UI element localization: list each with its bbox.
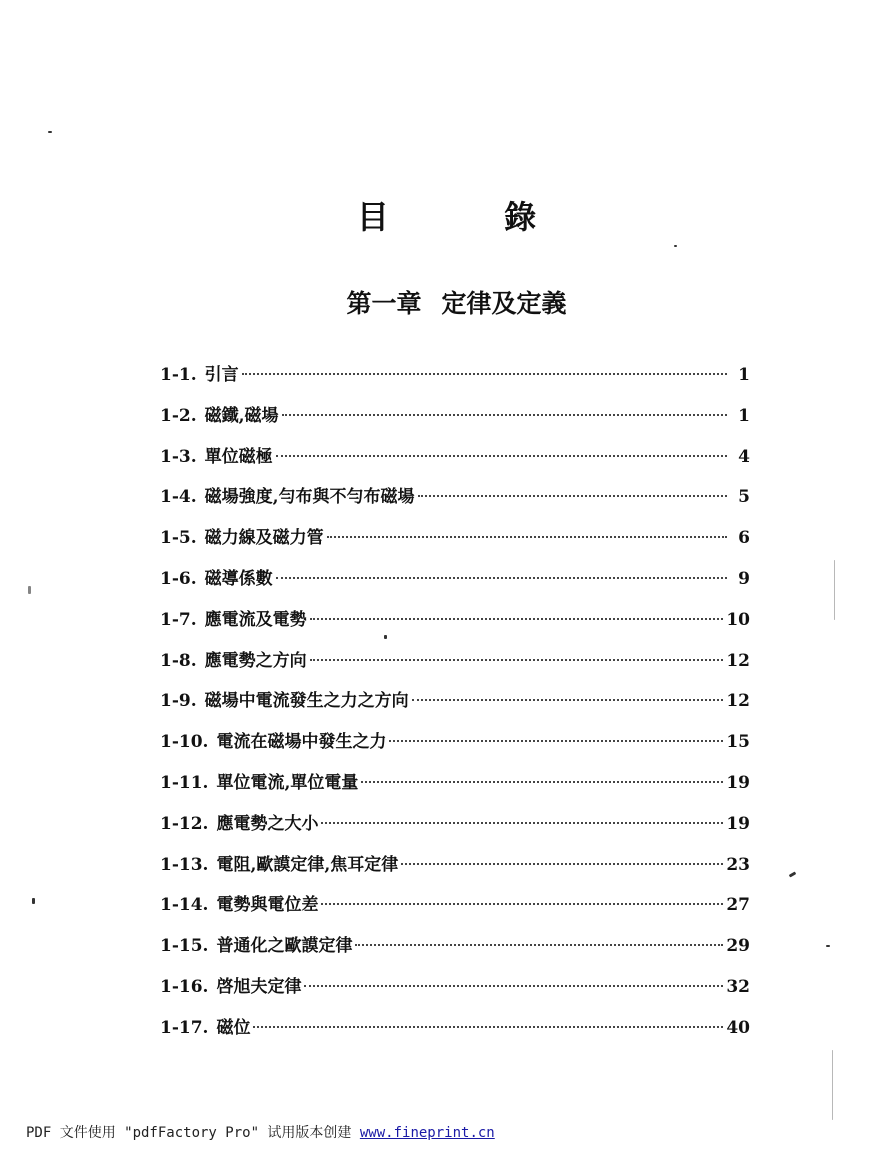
chapter-number: 第一章 [346,289,422,318]
toc-entry-page: 1 [738,405,750,426]
toc-entry-label: 應電勢之方向 [204,650,307,671]
toc-dot-leader [253,1026,723,1028]
scan-speck [834,560,835,620]
scan-speck [384,635,387,639]
toc-entry-page: 40 [726,1017,750,1038]
toc-entry [160,559,750,600]
toc-entry-number: 1-12. [160,813,209,834]
scan-speck [32,898,35,904]
toc-entry-page: 4 [738,446,750,467]
toc-entry-page: 1 [738,365,750,385]
toc-entry [160,885,750,926]
toc-entry-number: 1-16. [160,976,209,997]
scan-speck [826,945,830,947]
toc-entry [160,722,750,763]
scan-speck [48,131,52,133]
toc-entry-page: 12 [726,650,750,671]
toc-entry-label: 單位電流,單位電量 [216,772,359,793]
chapter-heading [0,284,893,324]
toc-entry-page: 5 [738,487,750,508]
toc-entry-number: 1-7. [160,609,197,630]
toc-dot-leader [389,740,723,742]
toc-dot-leader [361,781,723,783]
toc-dot-leader [282,414,727,416]
toc-entry-number: 1-1. [160,365,197,385]
toc-entry-number: 1-6. [160,568,197,589]
toc-entry-number: 1-17. [160,1017,209,1038]
toc-entry-number: 1-10. [160,732,209,753]
toc-entry-number: 1-14. [160,895,209,916]
toc-entry-page: 15 [726,732,750,753]
toc-entry-label: 磁導係數 [204,568,273,589]
toc-entry [160,804,750,845]
toc-entry-page: 32 [726,976,750,997]
footer-text: PDF 文件使用 "pdfFactory Pro" 试用版本创建 [26,1125,360,1141]
toc-entry-label: 磁力線及磁力管 [204,528,324,549]
toc-entry-label: 磁場中電流發生之力之方向 [204,691,409,712]
toc-dot-leader [304,985,723,987]
toc-dot-leader [355,944,723,946]
toc-entry-number: 1-3. [160,446,197,467]
toc-entry-page: 6 [738,528,750,549]
toc-entry-page: 29 [726,936,750,957]
toc-entry-label: 啓旭夫定律 [216,976,302,997]
toc-entry-number: 1-15. [160,936,209,957]
toc-dot-leader [321,903,723,905]
toc-entry-label: 引言 [204,365,239,385]
toc-entry-label: 單位磁極 [204,446,273,467]
scan-speck [832,1050,833,1120]
toc-entry-number: 1-9. [160,691,197,712]
pdf-footer [26,1122,495,1142]
toc-entry-number: 1-13. [160,854,209,875]
toc-dot-leader [412,699,724,701]
footer-link[interactable]: www.fineprint.cn [359,1125,495,1141]
toc-entry-label: 磁場強度,勻布與不勻布磁場 [204,487,415,508]
toc-entry-label: 應電勢之大小 [216,813,319,834]
toc-entry [160,967,750,1008]
toc-entry-page: 27 [726,895,750,916]
toc-dot-leader [327,536,727,538]
toc-entry-label: 普通化之歐謨定律 [216,936,353,957]
toc-entry [160,681,750,722]
toc-entry-page: 19 [726,772,750,793]
toc-entry-page: 12 [726,691,750,712]
toc-dot-leader [418,495,727,497]
toc-entry-number: 1-11. [160,772,209,793]
toc-entry [160,845,750,886]
toc-dot-leader [310,618,724,620]
toc-entry-label: 磁鐵,磁場 [204,405,279,426]
toc-entry-number: 1-5. [160,528,197,549]
toc-entry-page: 19 [726,813,750,834]
toc-entry-number: 1-2. [160,405,197,426]
chapter-title: 定律及定義 [441,289,567,318]
table-of-contents [160,355,750,1049]
toc-entry-label: 磁位 [216,1017,251,1038]
scan-speck [28,586,31,594]
toc-entry-number: 1-8. [160,650,197,671]
toc-entry-page: 10 [726,609,750,630]
toc-entry [160,437,750,478]
toc-dot-leader [276,577,727,579]
scan-speck [789,871,797,877]
toc-dot-leader [276,455,727,457]
toc-entry-label: 電勢與電位差 [216,895,319,916]
toc-entry [160,518,750,559]
toc-dot-leader [242,373,727,375]
scan-speck [674,245,677,247]
toc-entry [160,355,750,396]
toc-entry-label: 應電流及電勢 [204,609,307,630]
toc-entry-label: 電流在磁場中發生之力 [216,732,387,753]
toc-entry-number: 1-4. [160,487,197,508]
toc-dot-leader [401,863,723,865]
toc-entry [160,477,750,518]
toc-entry-label: 電阻,歐謨定律,焦耳定律 [216,854,399,875]
toc-entry [160,396,750,437]
toc-entry [160,600,750,641]
toc-entry [160,763,750,804]
toc-dot-leader [321,822,723,824]
toc-entry [160,1008,750,1049]
toc-dot-leader [310,659,724,661]
toc-entry-page: 9 [738,568,750,589]
toc-entry [160,926,750,967]
toc-entry [160,641,750,682]
toc-entry-page: 23 [726,854,750,875]
page-title: 目 錄 [356,198,589,236]
